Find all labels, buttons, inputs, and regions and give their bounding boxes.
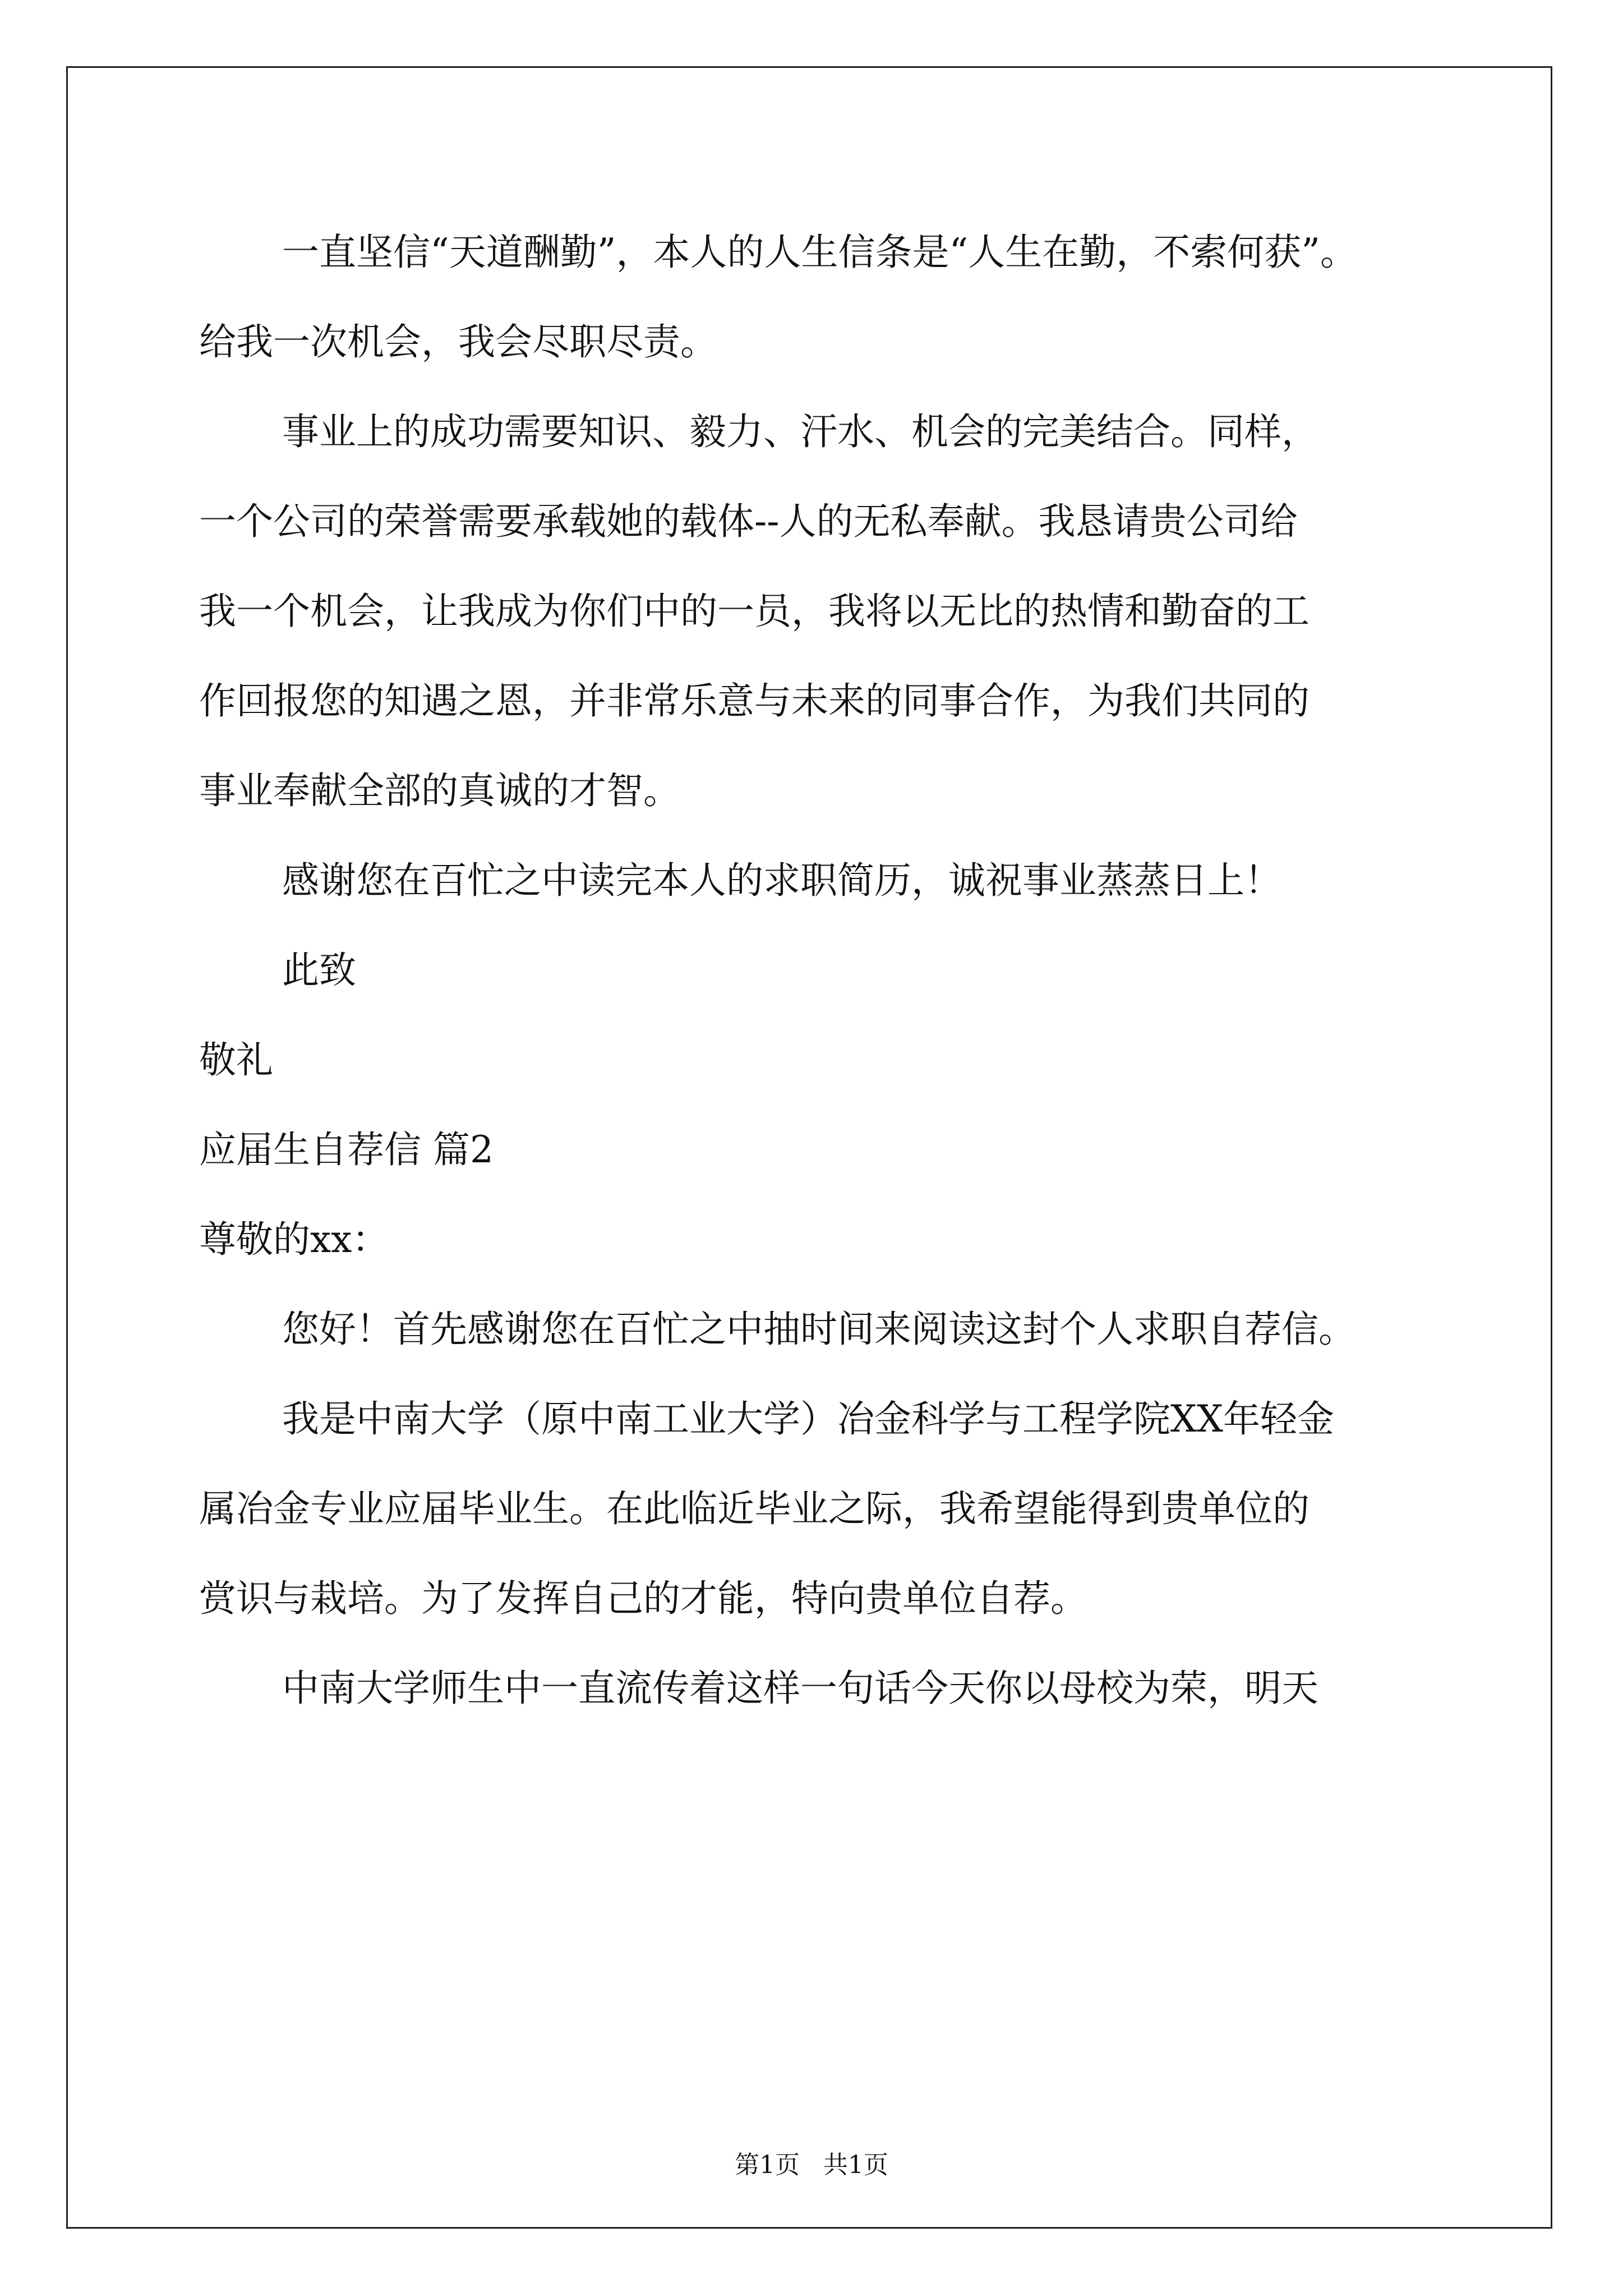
text-line: 我是中南大学（原中南工业大学）冶金科学与工程学院XX年轻金 — [282, 1397, 1334, 1441]
text-line: 一直坚信“天道酬勤”，本人的人生信条是“人生在勤，不索何获”。 — [282, 231, 1357, 274]
text-line: 作回报您的知遇之恩，并非常乐意与未来的同事合作，为我们共同的 — [199, 679, 1310, 723]
text-line: 事业奉献全部的真诚的才智。 — [199, 769, 680, 812]
text-line: 事业上的成功需要知识、毅力、汗水、机会的完美结合。同样， — [282, 410, 1318, 453]
text-line: 一个公司的荣誉需要承载她的载体--人的无私奉献。我恳请贵公司给 — [199, 500, 1298, 543]
text-line: 我一个机会，让我成为你们中的一员，我将以无比的热情和勤奋的工 — [199, 590, 1310, 633]
closing-regards: 敬礼 — [199, 1038, 273, 1082]
greeting: 尊敬的xx： — [199, 1218, 389, 1261]
section-heading: 应届生自荐信 篇2 — [199, 1128, 494, 1171]
text-line: 属冶金专业应届毕业生。在此临近毕业之际，我希望能得到贵单位的 — [199, 1487, 1310, 1530]
text-line: 赏识与栽培。为了发挥自己的才能，特向贵单位自荐。 — [199, 1577, 1087, 1620]
document-body — [199, 208, 1461, 1733]
text-line: 中南大学师生中一直流传着这样一句话今天你以母校为荣，明天 — [282, 1667, 1318, 1710]
text-line: 感谢您在百忙之中读完本人的求职简历，诚祝事业蒸蒸日上！ — [282, 859, 1281, 902]
closing-salutation: 此致 — [282, 949, 356, 992]
text-line: 给我一次机会，我会尽职尽责。 — [199, 320, 717, 364]
page-footer: 第1页 共1页 — [735, 2151, 888, 2179]
text-line: 您好！首先感谢您在百忙之中抽时间来阅读这封个人求职自荐信。 — [282, 1308, 1355, 1351]
